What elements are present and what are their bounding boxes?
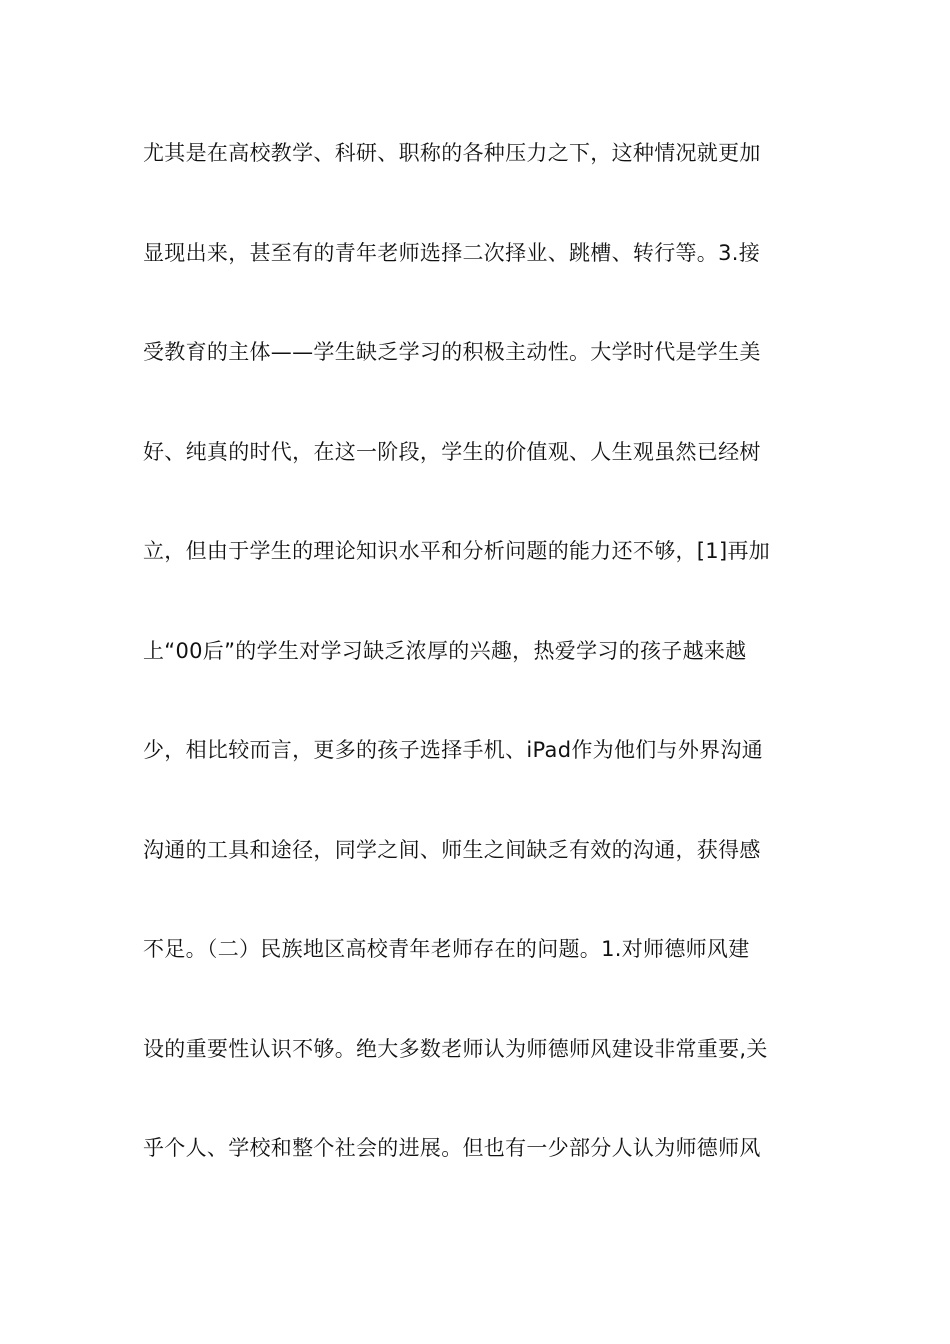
text-line: 显现出来，甚至有的青年老师选择二次择业、跳槽、转行等。3.接 — [143, 240, 761, 265]
text-line: 上“00后”的学生对学习缺乏浓厚的兴趣，热爱学习的孩子越来越 — [143, 638, 747, 663]
text-line: 少，相比较而言，更多的孩子选择手机、iPad作为他们与外界沟通 — [143, 738, 764, 762]
body-text — [143, 131, 813, 1226]
text-line: 受教育的主体——学生缺乏学习的积极主动性。大学时代是学生美 — [143, 340, 761, 364]
text-line: 尤其是在高校教学、科研、职称的各种压力之下，这种情况就更加 — [143, 141, 761, 165]
text-line: 立，但由于学生的理论知识水平和分析问题的能力还不够，[1]再加 — [143, 539, 771, 563]
text-line: 乎个人、学校和整个社会的进展。但也有一少部分人认为师德师风 — [143, 1136, 761, 1160]
text-line: 设的重要性认识不够。绝大多数老师认为师德师风建设非常重要,关 — [143, 1036, 768, 1061]
text-line: 不足。（二）民族地区高校青年老师存在的问题。1.对师德师风建 — [143, 937, 750, 961]
text-line: 好、纯真的时代，在这一阶段，学生的价值观、人生观虽然已经树 — [143, 439, 761, 464]
text-line: 沟通的工具和途径，同学之间、师生之间缺乏有效的沟通，获得感 — [143, 837, 761, 862]
